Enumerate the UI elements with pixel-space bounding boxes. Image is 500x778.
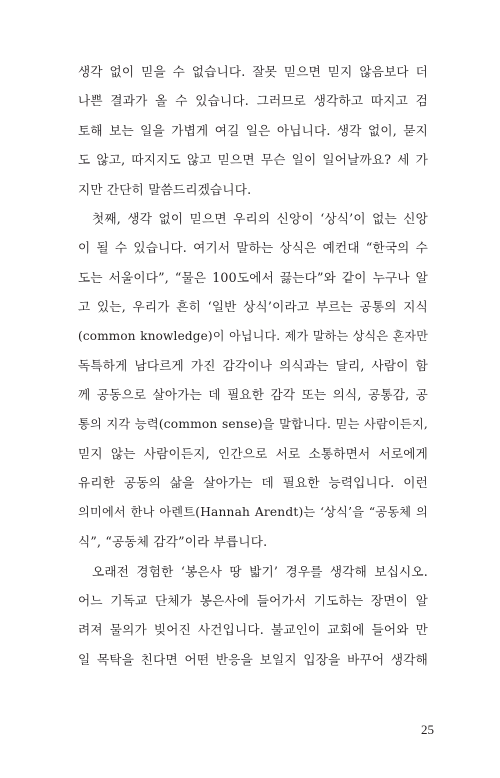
text-line: 식”, “공동체 감각”이라 부릅니다. <box>78 534 268 550</box>
text-line: 독특하게 남다르게 가진 감각이나 의식과는 달리, 사람이 함 <box>78 357 428 373</box>
text-line: 지만 간단히 말씀드리겠습니다. <box>78 181 252 197</box>
text-line: (common knowledge)이 아닙니다. 제가 말하는 상식은 혼자만 <box>78 328 428 343</box>
text-line: 믿지 않는 사람이든지, 인간으로 서로 소통하면서 서로에게 <box>78 446 428 462</box>
body-text <box>78 57 428 674</box>
text-line: 첫째, 생각 없이 믿으면 우리의 신앙이 ‘상식’이 없는 신앙 <box>92 210 428 226</box>
text-line: 오래전 경험한 ‘봉은사 땅 밟기’ 경우를 생각해 보십시오. <box>92 563 428 579</box>
text-line: 의미에서 한나 아렌트(Hannah Arendt)는 ‘상식’을 “공동체 의 <box>78 504 428 519</box>
text-line: 려져 물의가 빚어진 사건입니다. 불교인이 교회에 들어와 만 <box>78 622 428 638</box>
text-line: 께 공동으로 살아가는 데 필요한 감각 또는 의식, 공통감, 공 <box>78 387 428 403</box>
text-line: 일 목탁을 친다면 어떤 반응을 보일지 입장을 바꾸어 생각해 <box>78 651 428 667</box>
page-number: 25 <box>421 722 434 737</box>
text-line: 어느 기독교 단체가 봉은사에 들어가서 기도하는 장면이 알 <box>78 593 428 609</box>
text-line: 고 있는, 우리가 흔히 ‘일반 상식’이라고 부르는 공통의 지식 <box>78 299 428 315</box>
text-line: 도 않고, 따지지도 않고 믿으면 무슨 일이 일어날까요? 세 가 <box>78 152 428 168</box>
text-line: 도는 서울이다”, “물은 100도에서 끓는다”와 같이 누구나 알 <box>78 269 428 285</box>
text-line: 생각 없이 믿을 수 없습니다. 잘못 믿으면 믿지 않음보다 더 <box>78 64 428 79</box>
text-line: 통의 지각 능력(common sense)을 말합니다. 믿는 사람이든지, <box>78 416 428 431</box>
text-line: 나쁜 결과가 올 수 있습니다. 그러므로 생각하고 따지고 검 <box>78 93 428 109</box>
text-line: 유리한 공동의 삶을 살아가는 데 필요한 능력입니다. 이런 <box>78 475 428 491</box>
text-line: 토해 보는 일을 가볍게 여길 일은 아닙니다. 생각 없이, 묻지 <box>78 122 428 138</box>
text-line: 이 될 수 있습니다. 여기서 말하는 상식은 예컨대 “한국의 수 <box>78 240 428 256</box>
